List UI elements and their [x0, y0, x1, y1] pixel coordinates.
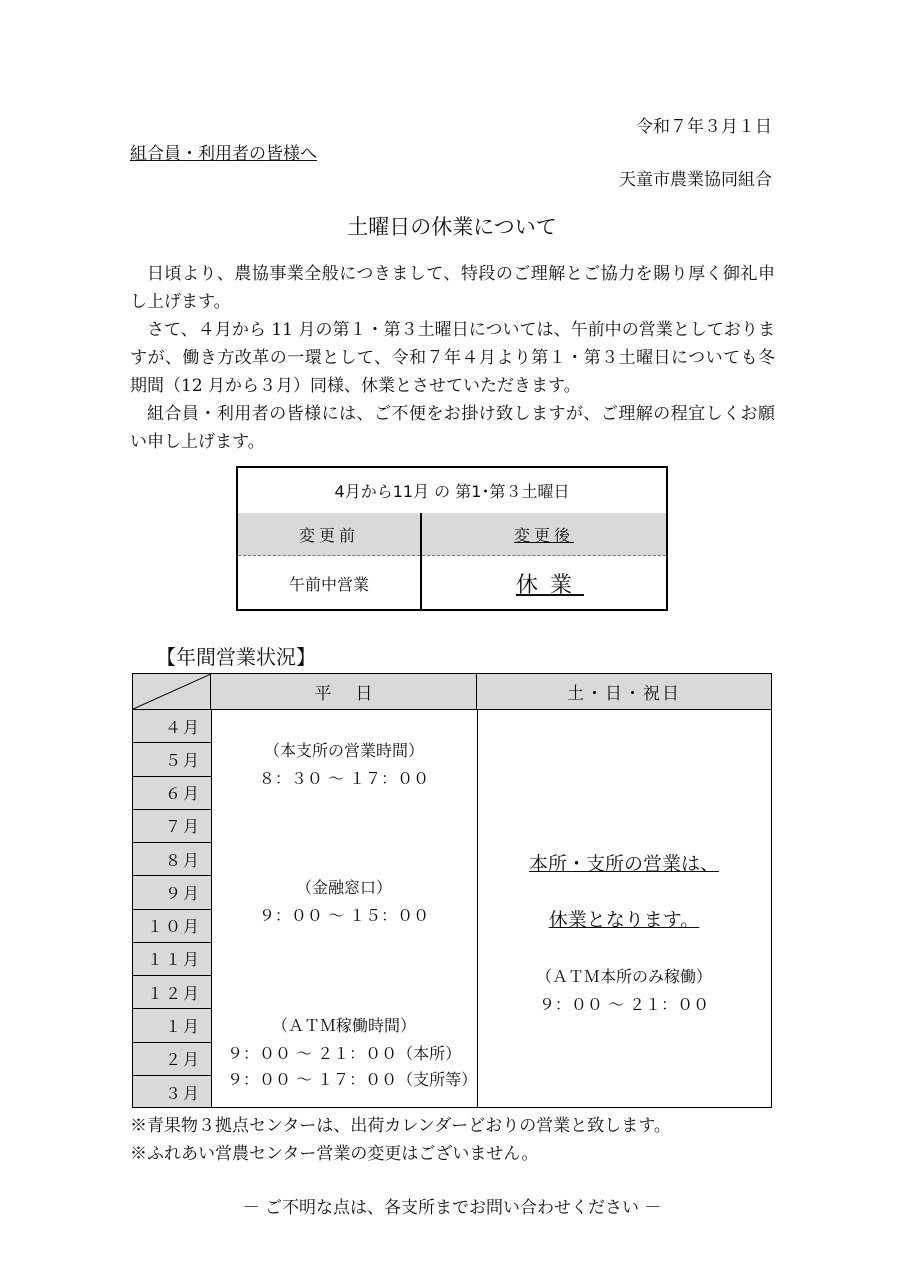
month-cell: １２月: [133, 976, 211, 1009]
document-title: 土曜日の休業について: [347, 215, 557, 239]
after-label: 変更後: [513, 525, 574, 545]
finance-hours: ９：００ ～ １５：００: [258, 906, 430, 925]
footer-contact: － ご不明な点は、各支所までお問い合わせください －: [242, 1198, 662, 1218]
before-column: [238, 513, 422, 609]
month-cell: ８月: [133, 843, 211, 876]
change-table-header: 4月から11月 の 第1･第３土曜日: [238, 468, 666, 515]
month-cell: ９月: [133, 876, 211, 909]
note: ※青果物３拠点センターは、出荷カレンダーどおりの営業と致します。: [130, 1116, 671, 1136]
weekend-header: 土・日・祝日: [477, 674, 771, 710]
month-cell: ６月: [133, 777, 211, 810]
body-text: [130, 260, 775, 456]
note: ※ふれあい営農センター営業の変更はございません。: [130, 1144, 539, 1164]
weekend-closed-line2: 休業となります。: [548, 909, 700, 931]
weekend-hours: [477, 710, 771, 1107]
after-column: [422, 513, 666, 609]
annual-heading: 【年間営業状況】: [156, 645, 316, 669]
after-value: 休業: [515, 572, 584, 598]
paragraph: 日頃より、農協事業全般につきまして、特段のご理解とご協力を賜り厚く御礼申し上げます。: [130, 264, 775, 312]
annual-table: [132, 673, 772, 1108]
branch-hours: ８：３０ ～ １７：００: [258, 769, 430, 788]
sender: 天童市農業協同組合: [619, 170, 772, 190]
month-cell: ２月: [133, 1043, 211, 1076]
month-cell: １月: [133, 1009, 211, 1042]
addressee: 組合員・利用者の皆様へ: [130, 144, 317, 164]
atm-main-hours: ９：００ ～ ２１：００（本所）: [227, 1044, 462, 1063]
weekday-hours: [211, 710, 478, 1107]
month-cell: ７月: [133, 810, 211, 843]
paragraph: 組合員・利用者の皆様には、ご不便をお掛け致しますが、ご理解の程宜しくお願い申し上げます。: [130, 404, 775, 452]
change-table: [236, 466, 668, 611]
month-cell: ３月: [164, 1083, 201, 1103]
weekend-closed-line1: 本所・支所の営業は、: [528, 853, 719, 875]
before-value: 午前中営業: [288, 574, 369, 594]
atm-branch-hours: ９：００ ～ １７：００（支所等）: [227, 1070, 478, 1089]
paragraph: さて、４月から 11 月の第１・第３土曜日については、午前中の営業としておりますが、働き方改革の一環として、令和７年４月より第１・第３土曜日についても冬期間（12 月から３月）同様、休業とさせていただきます。: [130, 320, 775, 396]
finance-hours-label: （金融窓口）: [295, 878, 392, 897]
month-cell: ５月: [133, 743, 211, 776]
weekend-atm-label: （ＡＴＭ本所のみ稼働）: [535, 967, 712, 986]
month-cell: １１月: [133, 943, 211, 976]
atm-hours-label: （ＡＴＭ稼働時間）: [271, 1016, 416, 1035]
corner-cell: [133, 674, 211, 710]
weekday-header: 平日: [211, 674, 477, 710]
branch-hours-label: （本支所の営業時間）: [263, 741, 424, 760]
month-cell: １０月: [133, 910, 211, 943]
month-column: [133, 710, 212, 1107]
document-date: 令和７年３月１日: [636, 117, 772, 137]
weekend-atm-hours: ９：００ ～ ２１：００: [538, 995, 710, 1014]
month-cell: ４月: [133, 710, 211, 743]
diagonal-line: [133, 674, 211, 710]
before-label: 変更前: [238, 513, 420, 556]
